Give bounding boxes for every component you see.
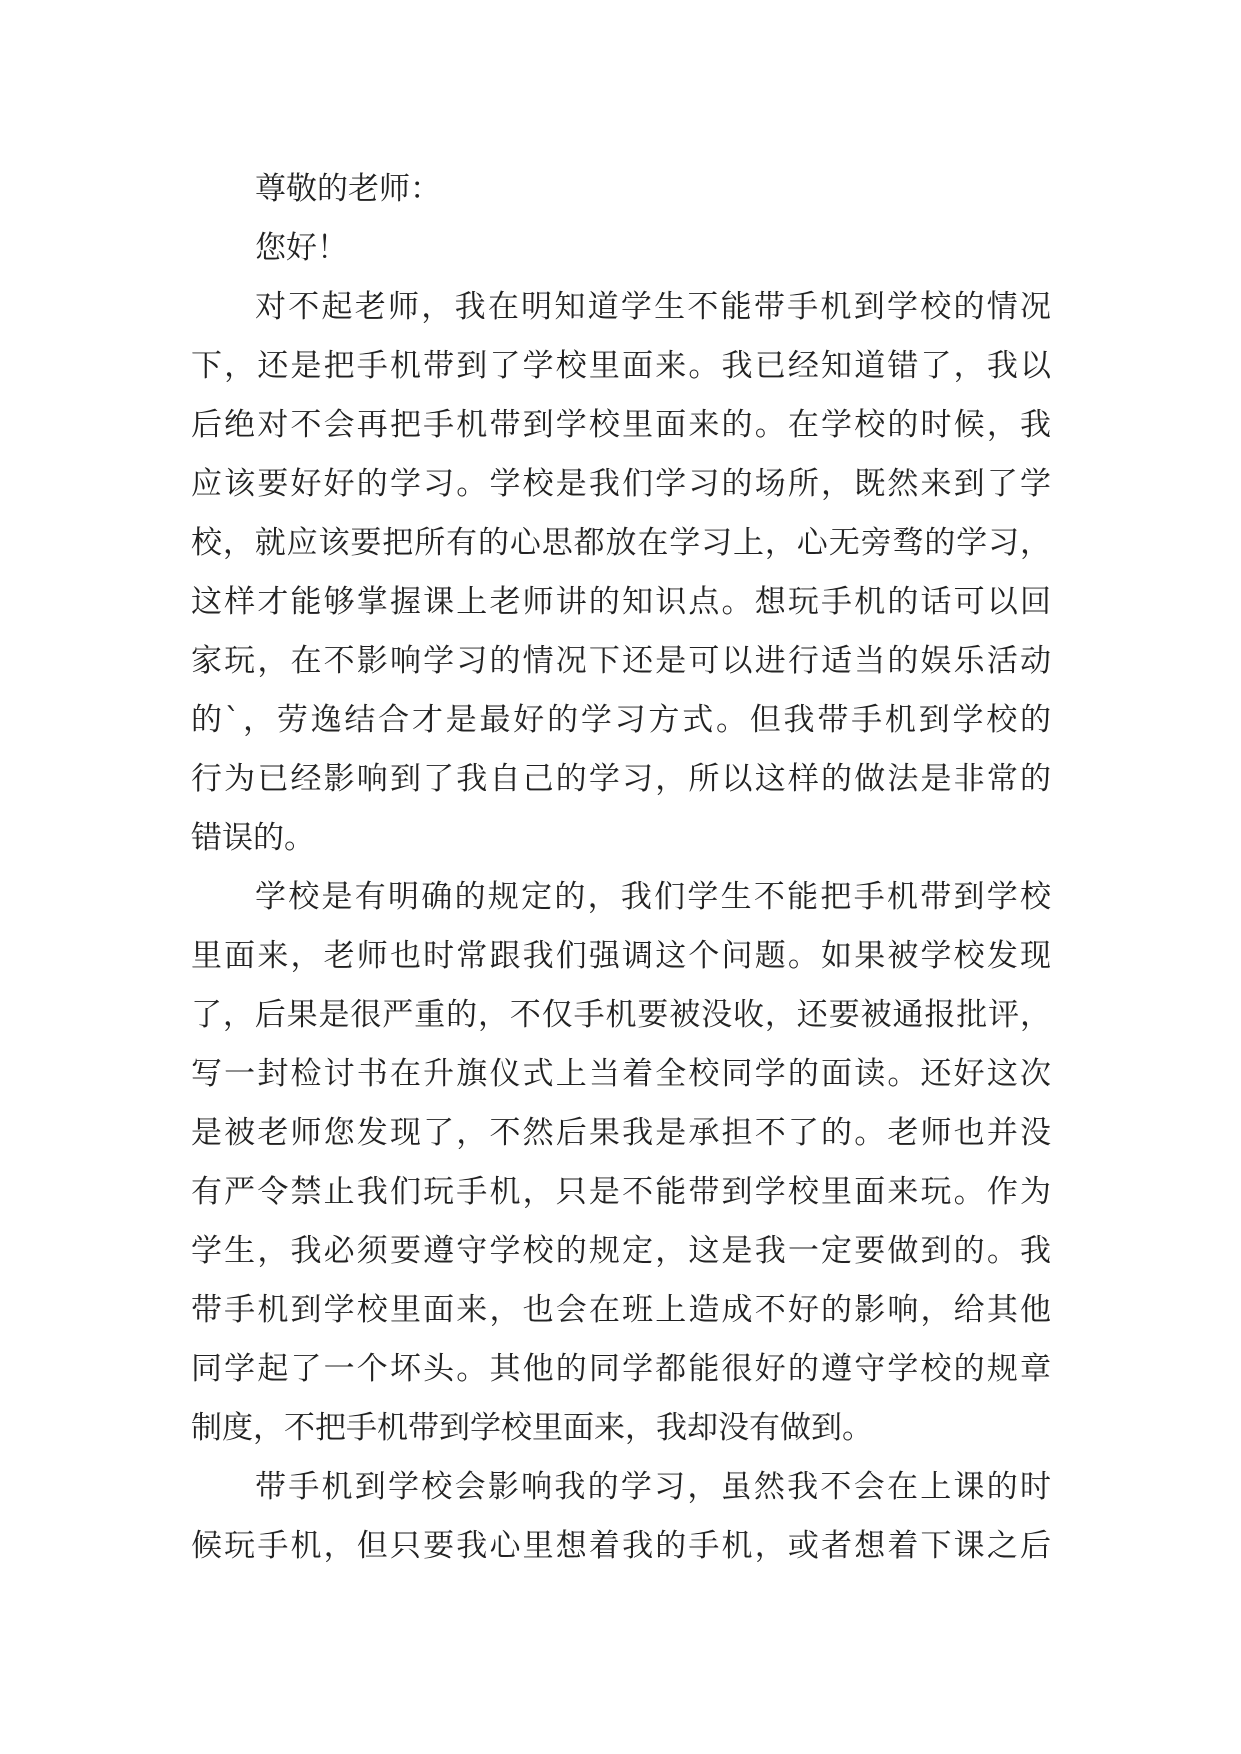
paragraph-line: 里面来，老师也时常跟我们强调这个问题。如果被学校发现 (191, 938, 1051, 974)
paragraph-line: 是被老师您发现了，不然后果我是承担不了的。老师也并没 (191, 1115, 1051, 1151)
paragraph-line: 这样才能够掌握课上老师讲的知识点。想玩手机的话可以回 (191, 584, 1051, 620)
paragraph-line: 学生，我必须要遵守学校的规定，这是我一定要做到的。我 (191, 1233, 1051, 1269)
paragraph-line: 家玩，在不影响学习的情况下还是可以进行适当的娱乐活动 (191, 643, 1051, 679)
paragraph-line: 对不起老师，我在明知道学生不能带手机到学校的情况 (255, 289, 1051, 325)
paragraph-line: 同学起了一个坏头。其他的同学都能很好的遵守学校的规章 (191, 1351, 1051, 1387)
paragraph-line: 制度，不把手机带到学校里面来，我却没有做到。 (191, 1410, 873, 1446)
paragraph-line: 有严令禁止我们玩手机，只是不能带到学校里面来玩。作为 (191, 1174, 1051, 1210)
paragraph-line: 带手机到学校里面来，也会在班上造成不好的影响，给其他 (191, 1292, 1051, 1328)
paragraph-line: 的`，劳逸结合才是最好的学习方式。但我带手机到学校的 (191, 702, 1051, 738)
letter-salutation: 尊敬的老师： (255, 171, 441, 207)
paragraph-line: 了，后果是很严重的，不仅手机要被没收，还要被通报批评， (191, 997, 1051, 1033)
letter-greeting: 您好！ (255, 230, 348, 266)
paragraph-line: 校，就应该要把所有的心思都放在学习上，心无旁骛的学习， (191, 525, 1051, 561)
paragraph-line: 应该要好好的学习。学校是我们学习的场所，既然来到了学 (191, 466, 1051, 502)
paragraph-line: 错误的。 (191, 820, 315, 856)
paragraph-line: 带手机到学校会影响我的学习，虽然我不会在上课的时 (255, 1469, 1051, 1505)
paragraph-line: 候玩手机，但只要我心里想着我的手机，或者想着下课之后 (191, 1528, 1051, 1564)
paragraph-line: 写一封检讨书在升旗仪式上当着全校同学的面读。还好这次 (191, 1056, 1051, 1092)
paragraph-line: 后绝对不会再把手机带到学校里面来的。在学校的时候，我 (191, 407, 1051, 443)
paragraph-line: 学校是有明确的规定的，我们学生不能把手机带到学校 (255, 879, 1051, 915)
paragraph-line: 行为已经影响到了我自己的学习，所以这样的做法是非常的 (191, 761, 1051, 797)
paragraph-line: 下，还是把手机带到了学校里面来。我已经知道错了，我以 (191, 348, 1051, 384)
